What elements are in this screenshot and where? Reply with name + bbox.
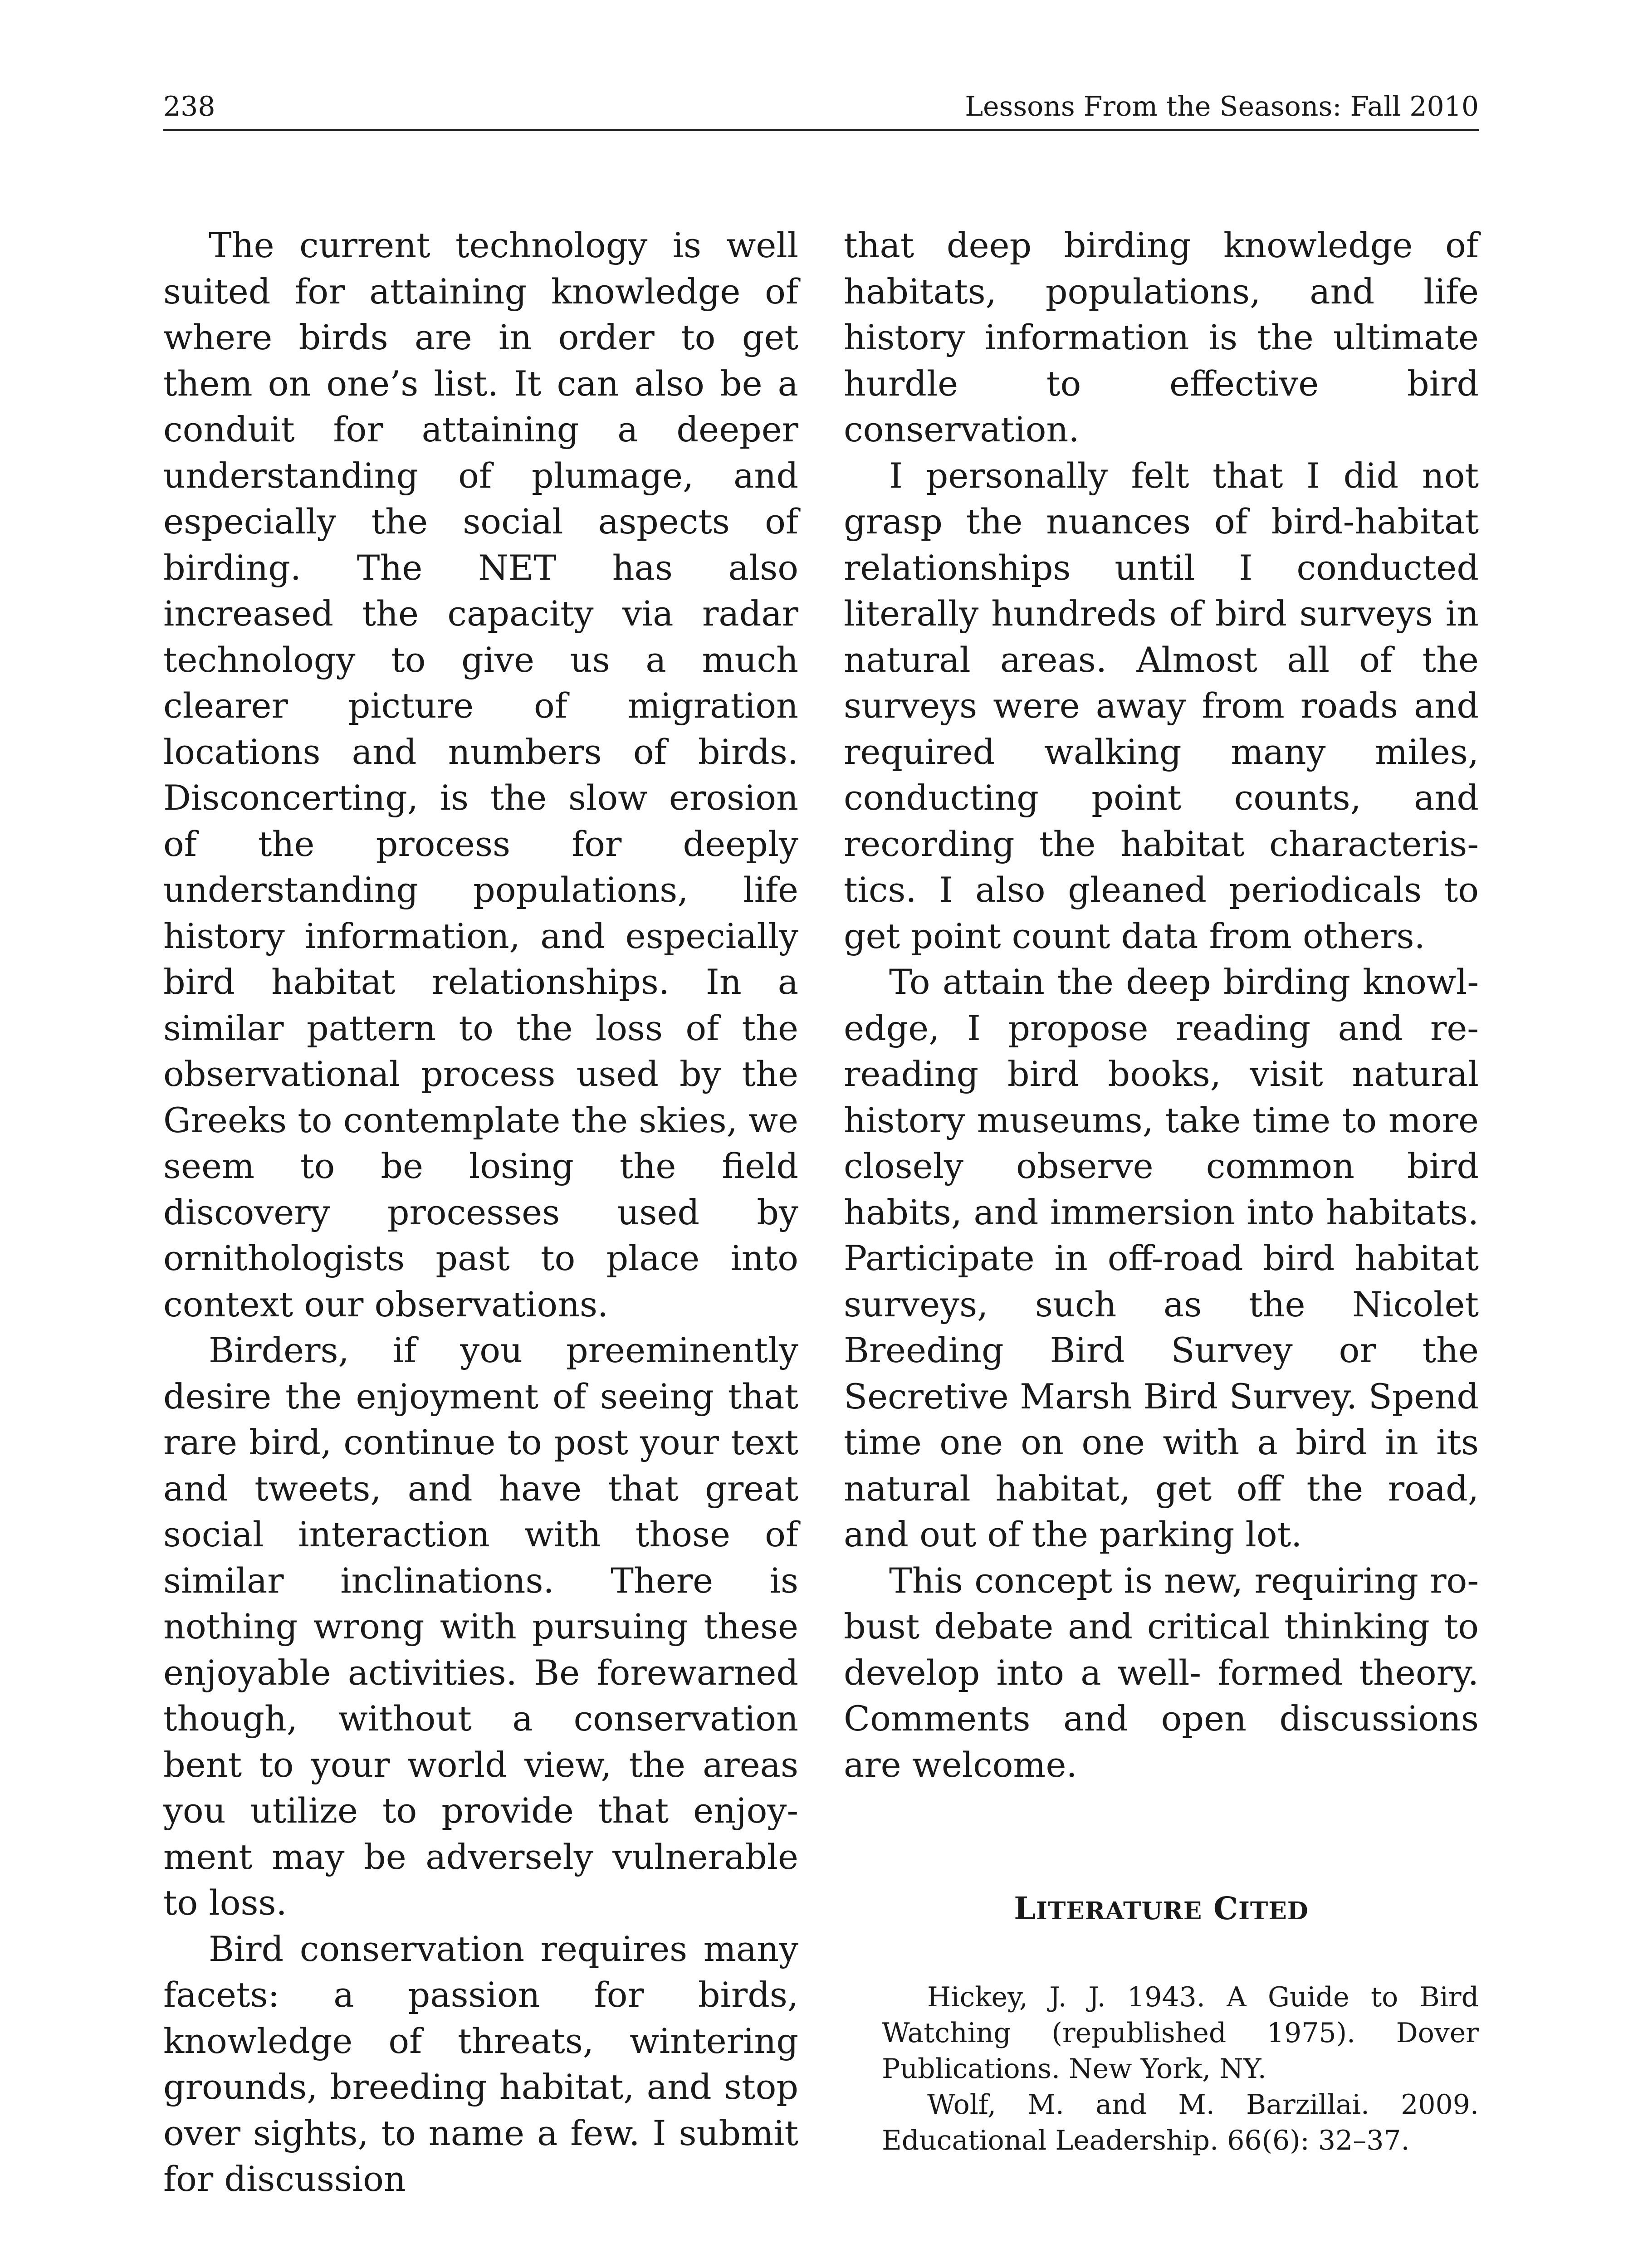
running-title: Lessons From the Seasons: Fall 2010 — [965, 91, 1479, 122]
literature-cited-heading: LITERATURE CITED — [1014, 1891, 1309, 1927]
paragraph-conservation: Bird conservation requires many facets: a passion for birds, knowledge of threats, wintering grounds, breeding habitat, and stop over sights, to name a few. I submit for discussion — [163, 1928, 798, 2199]
reference-hickey: Hickey, J. J. 1943. A Guide to Bird Watching (republished 1975). Dover Publications. New York, NY. — [882, 1981, 1479, 2085]
paragraph-concept: This concept is new, requiring robust debate and critical thinking to develop into a well- formed theory. Comments and open discussions are welcome. — [844, 1560, 1479, 1785]
right-column — [844, 222, 1479, 2159]
paragraph-proposal: To attain the deep birding knowledge, I propose reading and re-reading bird books, visit natural history museums, take time to more closely observe common bird habits, and immersion into habitats. Participate in off-road bird habitat surveys, such as the Nicolet Breeding Bird Survey or the Secretive Marsh Bird Survey. Spend time one on one with a bird in its natural habitat, get off the road, and out of the parking lot. — [844, 962, 1479, 1554]
paragraph-surveys: I personally felt that I did not grasp the nuances of bird-habitat relationships until I conducted literally hundreds of bird surveys in natural areas. Almost all of the surveys were away from roads and required walking many miles, conducting point counts, and recording the habitat characteristics. I also gleaned periodicals to get point count data from others. — [844, 455, 1479, 956]
paragraph-continuation: that deep birding knowledge of habitats, populations, and life history information is the ultimate hurdle to effective bird conservation. — [844, 225, 1479, 450]
reference-wolf: Wolf, M. and M. Barzillai. 2009. Educational Leadership. 66(6): 32–37. — [882, 2089, 1479, 2156]
paragraph-birders: Birders, if you preeminently desire the enjoyment of seeing that rare bird, continue to post your text and tweets, and have that great social interaction with those of similar inclinations. There is nothing wrong with pursuing these enjoyable activities. Be forewarned though, without a conservation bent to your world view, the areas you utilize to provide that enjoyment may be adversely vulnerable to loss. — [163, 1330, 798, 1923]
reference-list — [844, 1980, 1479, 2159]
left-column — [163, 222, 798, 2202]
paragraph-technology: The current technology is well suited for attaining knowledge of where birds are in order to get them on one’s list. It can also be a conduit for attaining a deeper understanding of plumage, and especially the social aspects of birding. The NET has also increased the capacity via radar technology to give us a much clearer picture of migration locations and numbers of birds. Disconcerting, is the slow erosion of the process for deeply understanding populations, life history information, and especially bird habitat relationships. In a similar pattern to the loss of the observational process used by the Greeks to contemplate the skies, we seem to be losing the field discovery processes used by ornithologists past to place into context our observations. — [163, 225, 798, 1325]
running-header — [163, 86, 1479, 131]
page-number: 238 — [163, 91, 215, 122]
